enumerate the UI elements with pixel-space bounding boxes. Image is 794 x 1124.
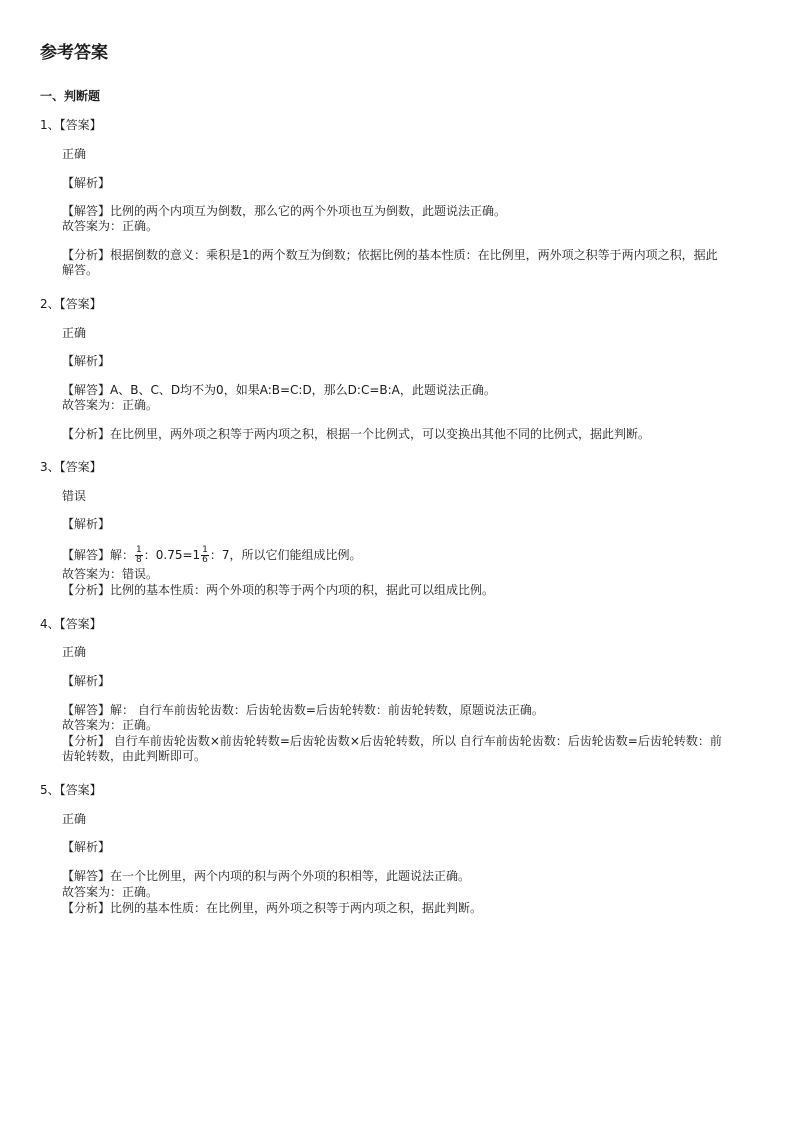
q3-solution-middle: ：0.75=1	[143, 548, 201, 562]
q4-analysis-label: 【解析】	[62, 674, 111, 688]
q2-solution: 【解答】A、B、C、D均不为0，如果A:B=C:D，那么D:C=B:A，此题说法正确。	[62, 383, 496, 397]
q2-analysis-label: 【解析】	[62, 354, 111, 368]
fraction-one-eighth	[135, 546, 143, 565]
q4-solution: 【解答】解： 自行车前齿轮齿数：后齿轮齿数=后齿轮转数：前齿轮转数，原题说法正确。	[62, 703, 544, 717]
q1-solution: 【解答】比例的两个内项互为倒数，那么它的两个外项也互为倒数，此题说法正确。	[62, 204, 507, 218]
q2-answer: 正确	[62, 326, 87, 340]
q3-answer: 错误	[62, 489, 87, 503]
q1-final-answer: 故答案为：正确。	[62, 219, 159, 233]
q3-solution-suffix: ：7，所以它们能组成比例。	[209, 548, 362, 562]
fraction-numerator: 1	[202, 545, 208, 555]
q2-number: 2、【答案】	[40, 297, 102, 311]
q3-explanation: 【分析】比例的基本性质：两个外项的积等于两个内项的积，据此可以组成比例。	[62, 583, 495, 597]
q1-explanation: 【分析】根据倒数的意义：乘积是1的两个数互为倒数；依据比例的基本性质：在比例里，两外项之积等于两内项之积，据此解答。	[62, 248, 718, 277]
q5-final-answer: 故答案为：正确。	[62, 885, 159, 899]
q4-explanation: 【分析】 自行车前齿轮齿数×前齿轮转数=后齿轮齿数×后齿轮转数，所以 自行车前齿轮齿数：后齿轮齿数=后齿轮转数：前齿轮转数，由此判断即可。	[62, 734, 722, 763]
q1-number: 1、【答案】	[40, 118, 102, 132]
q3-final-answer: 故答案为：错误。	[62, 567, 159, 581]
q1-answer: 正确	[62, 147, 87, 161]
fraction-denominator: 6	[202, 555, 208, 565]
q5-analysis-label: 【解析】	[62, 840, 111, 854]
q3-number: 3、【答案】	[40, 460, 102, 474]
document-title: 参考答案	[40, 43, 108, 63]
q1-analysis-label: 【解析】	[62, 176, 111, 190]
q2-explanation: 【分析】在比例里，两外项之积等于两内项之积，根据一个比例式，可以变换出其他不同的比例式，据此判断。	[62, 427, 651, 441]
q4-final-answer: 故答案为：正确。	[62, 718, 159, 732]
q4-answer: 正确	[62, 645, 87, 659]
section-title: 一、判断题	[40, 89, 101, 103]
q2-final-answer: 故答案为：正确。	[62, 398, 159, 412]
q5-explanation: 【分析】比例的基本性质：在比例里，两外项之积等于两内项之积，据此判断。	[62, 901, 483, 915]
fraction-denominator: 8	[136, 555, 142, 565]
q3-solution-prefix: 【解答】解：	[62, 548, 135, 562]
q5-answer: 正确	[62, 812, 87, 826]
fraction-one-sixth	[201, 546, 209, 565]
q3-analysis-label: 【解析】	[62, 517, 111, 531]
q3-solution	[62, 546, 362, 565]
q5-number: 5、【答案】	[40, 783, 102, 797]
q4-number: 4、【答案】	[40, 617, 102, 631]
fraction-numerator: 1	[136, 545, 142, 555]
q5-solution: 【解答】在一个比例里，两个内项的积与两个外项的积相等，此题说法正确。	[62, 869, 471, 883]
